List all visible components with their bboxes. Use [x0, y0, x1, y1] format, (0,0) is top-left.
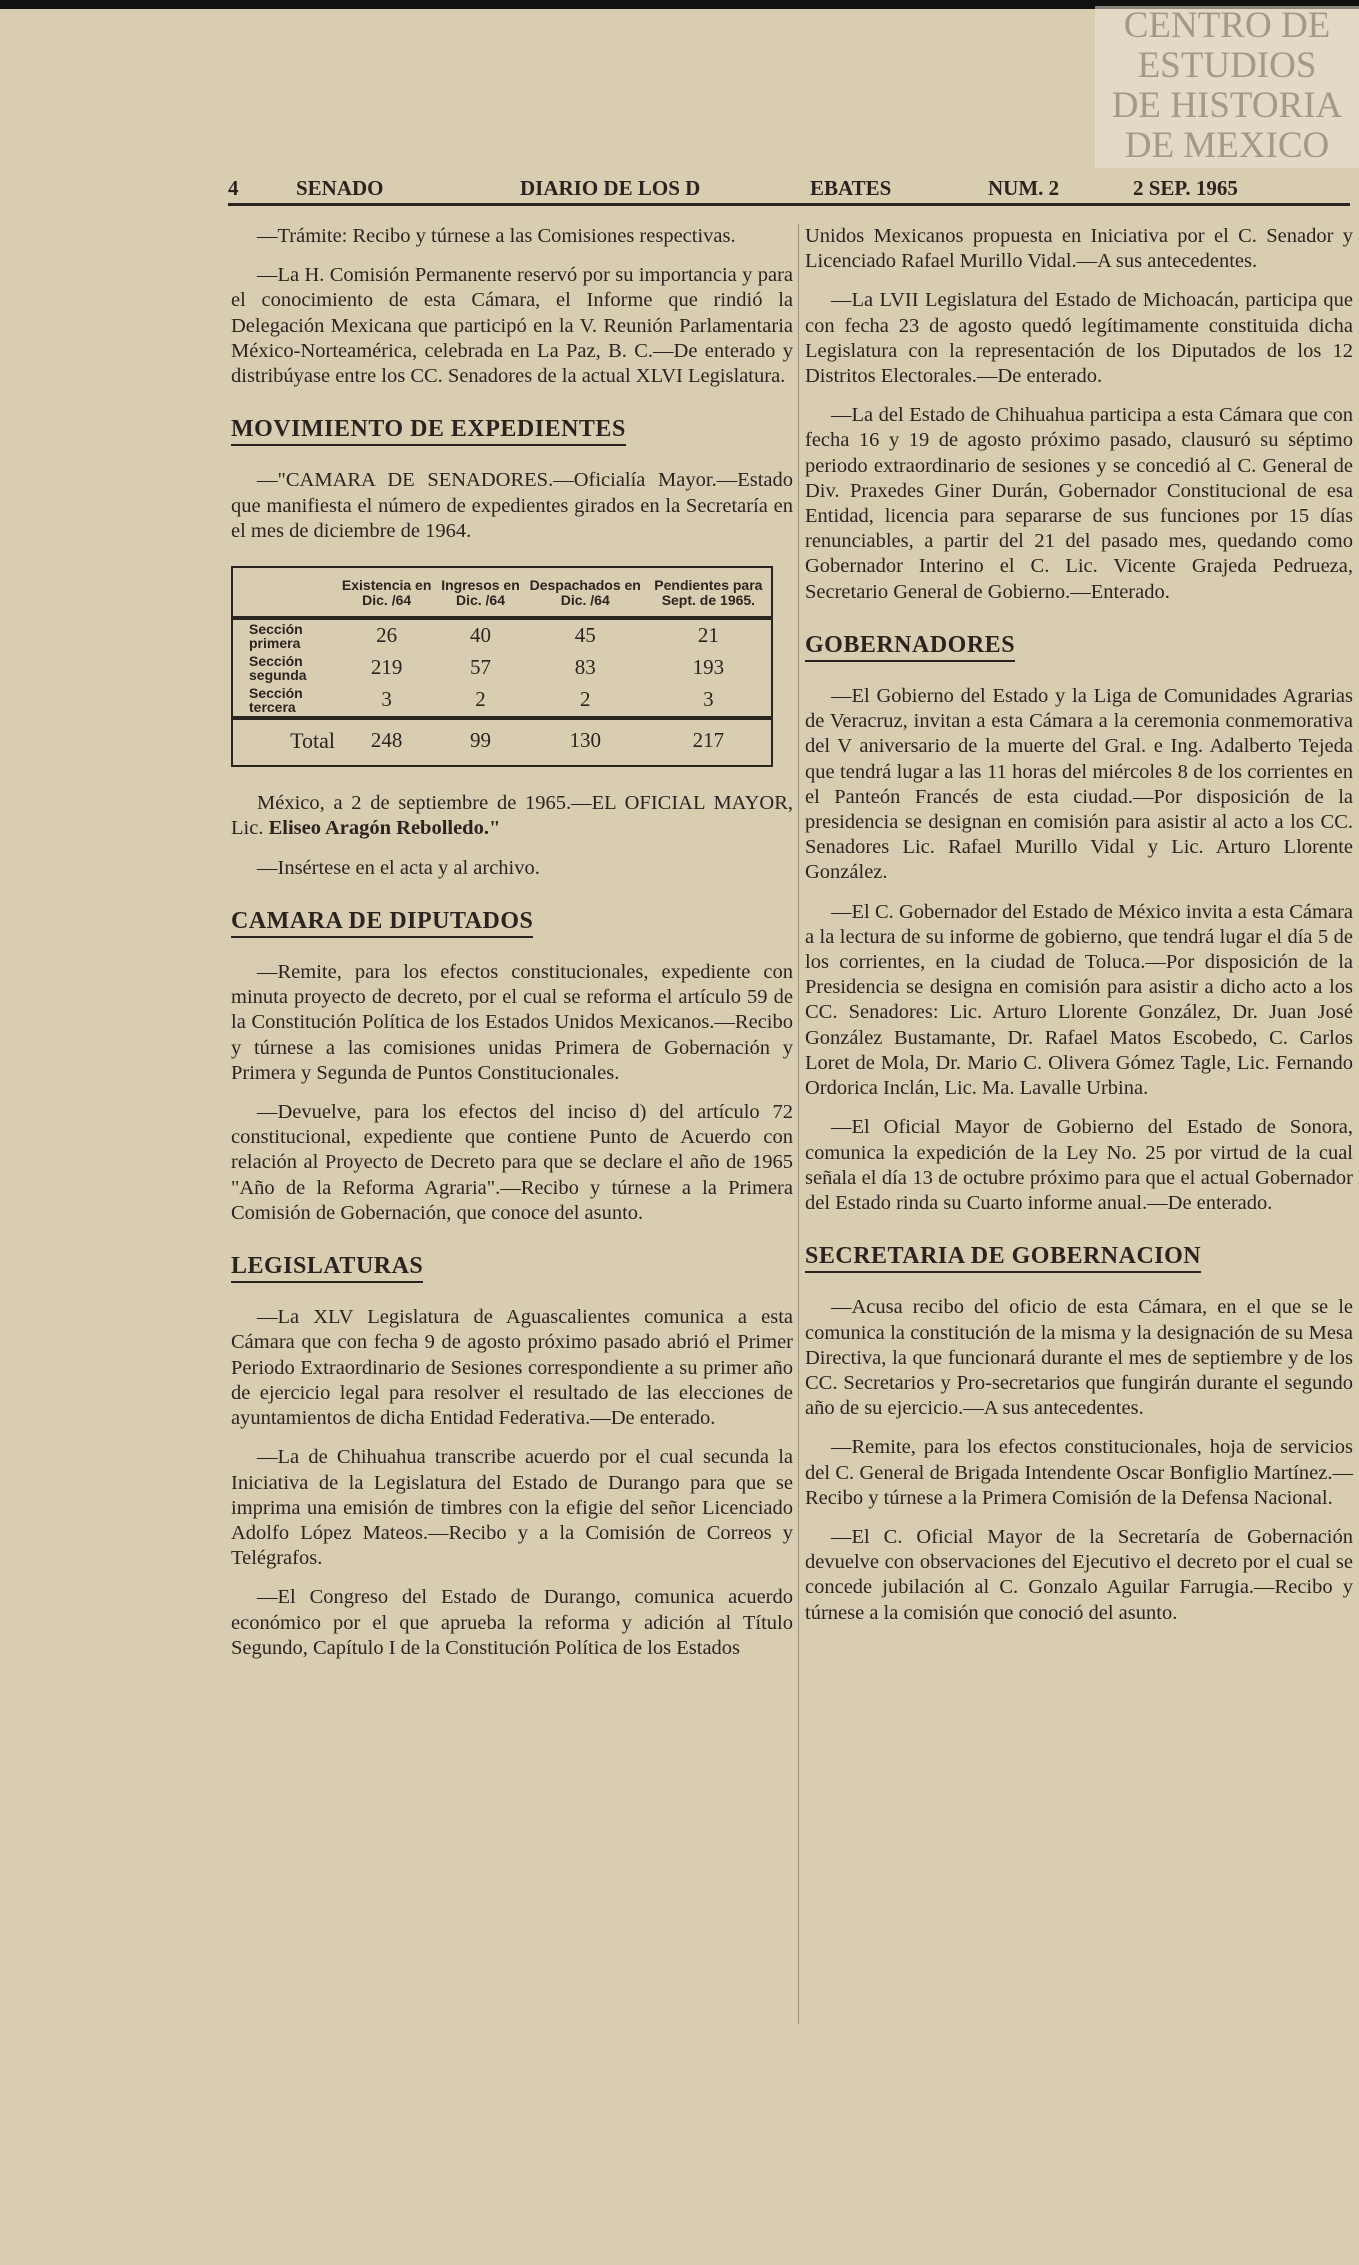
- cell: 3: [381, 687, 392, 712]
- page-header: [228, 176, 1350, 202]
- signature-text: México, a 2 de septiembre de 1965.—EL OFICIAL MAYOR, Lic.: [231, 792, 793, 840]
- total-label: Total: [232, 718, 337, 766]
- table-header-row: [232, 567, 772, 618]
- paragraph: —La LVII Legislatura del Estado de Michoacán, participa que con fecha 23 de agosto quedó legítimamente constituida dicha Legislatura con la representación de los Diputados de los 12 Distritos Electorales.—De enterado.: [805, 289, 1353, 388]
- section-name: SENADO: [296, 176, 384, 200]
- column-header: Despachados en Dic. /64: [525, 567, 646, 618]
- left-column: [231, 224, 793, 1675]
- paragraph: [231, 791, 793, 841]
- archive-watermark: [1095, 6, 1359, 168]
- section-heading: GOBERNADORES: [805, 633, 1015, 662]
- paragraph: —El Oficial Mayor de Gobierno del Estado de Sonora, comunica la expedición de la Ley No. 25 por virtud de la cual señala el día 13 de octubre próximo para que el actual Gobernador del Estado rinda su Cuarto informe anual.—De enterado.: [805, 1116, 1353, 1214]
- table-row: [232, 618, 772, 652]
- issue-date: 2 SEP. 1965: [1133, 176, 1238, 200]
- cell: 99: [436, 718, 524, 766]
- cell: 83: [574, 655, 596, 680]
- cell: 26: [376, 623, 398, 648]
- cell: 3: [703, 687, 714, 712]
- cell: 57: [469, 655, 491, 680]
- paragraph: —La del Estado de Chihuahua participa a esta Cámara que con fecha 16 y 19 de agosto próximo pasado, clausuró su séptimo periodo extraordinario de sesiones y se concedió al C. General de Div. Praxedes Giner Durán, Gobernador Constitucional de esa Entidad, licencia para separarse de sus funciones por 15 días renunciables, a partir del 21 del pasado mes, quedando como Gobernador Interino el C. Lic. Vicente Grajeda Pedrueza, Secretario General de Gobierno.—Enterado.: [805, 404, 1353, 603]
- cell: 40: [469, 623, 491, 648]
- page-number: 4: [228, 176, 239, 200]
- total-row: [232, 718, 772, 766]
- cell: 248: [337, 718, 436, 766]
- paragraph: —Insértese en el acta y al archivo.: [257, 856, 540, 879]
- cell: 193: [692, 655, 725, 680]
- column-header: Pendientes para Sept. de 1965.: [646, 567, 772, 618]
- paragraph: —Devuelve, para los efectos del inciso d) del artículo 72 constitucional, expediente que contiene Punto de Acuerdo con relación al Proyecto de Decreto para que se declare el año de 1965 "Año de la Reforma Agraria".—Recibo y túrnese a la Primera Comisión de Gobernación, que conoce del asunto.: [231, 1101, 793, 1224]
- paragraph: —El C. Oficial Mayor de la Secretaría de Gobernación devuelve con observaciones del Ejecutivo el decreto por el cual se concede jubilación al C. Gonzalo Aguilar Farrugia.—Recibo y túrnese a la comisión que conoció del asunto.: [805, 1525, 1353, 1624]
- table-row: [232, 652, 772, 684]
- right-column: [805, 224, 1353, 1640]
- table-corner: [232, 567, 337, 618]
- watermark-line: ESTUDIOS: [1137, 45, 1317, 86]
- column-divider: [798, 224, 799, 2024]
- signatory-name: Eliseo Aragón Rebolledo.": [268, 817, 501, 840]
- expedientes-table: [231, 566, 773, 767]
- cell: 2: [579, 687, 591, 712]
- paragraph: —Remite, para los efectos constitucionales, hoja de servicios del C. General de Brigada Intendente Oscar Bonfiglio Martínez.—Recibo y túrnese a la Primera Comisión de la Defensa Nacional.: [805, 1436, 1353, 1509]
- cell: 219: [370, 655, 403, 680]
- paragraph: —Acusa recibo del oficio de esta Cámara, en el que se le comunica la constitución de la misma y la designación de su Mesa Directiva, la que funcionará durante el mes de septiembre y de los CC. Secretarios y Pro-secretarios que fungirán durante el segundo año de su ejercicio.—A sus antecedentes.: [805, 1296, 1353, 1420]
- cell: 2: [475, 687, 486, 712]
- section-heading: MOVIMIENTO DE EXPEDIENTES: [231, 417, 626, 446]
- cell: 21: [697, 623, 719, 648]
- section-heading: SECRETARIA DE GOBERNACION: [805, 1244, 1201, 1273]
- publication-title-b: EBATES: [810, 176, 892, 200]
- paragraph: —"CAMARA DE SENADORES.—Oficialía Mayor.—Estado que manifiesta el número de expedientes girados en la Secretaría en el mes de diciembre de 1964.: [231, 469, 793, 542]
- cell: 217: [646, 718, 772, 766]
- header-rule: [228, 203, 1350, 206]
- table-row: [232, 684, 772, 718]
- section-heading: CAMARA DE DIPUTADOS: [231, 909, 533, 938]
- paragraph: —El Congreso del Estado de Durango, comunica acuerdo económico por el que aprueba la reforma y adición al Título Segundo, Capítulo I de la Constitución Política de los Estados: [231, 1586, 793, 1659]
- cell: 45: [574, 623, 596, 648]
- paragraph: Unidos Mexicanos propuesta en Iniciativa por el C. Senador y Licenciado Rafael Murillo Vidal.—A sus antecedentes.: [805, 225, 1353, 273]
- publication-title-a: DIARIO DE LOS D: [520, 176, 701, 200]
- paragraph: —El C. Gobernador del Estado de México invita a esta Cámara a la lectura de su informe de gobierno, que tendrá lugar el día 5 de los corrientes, en la ciudad de Toluca.—Por disposición de la Presidencia se designa en comisión para asistir a dicho acto a los CC. Senadores: Lic. Arturo Llorente González, Dr. Juan José González Bustamante, Dr. Rafael Matos Escobedo, C. Carlos Loret de Mola, Dr. Mario C. Olivera Gómez Tagle, Lic. Fernando Ordorica Inclán, Lic. Ma. Lavalle Urbina.: [805, 900, 1353, 1100]
- watermark-line: DE HISTORIA: [1111, 85, 1343, 126]
- row-label: Sección primera: [249, 621, 303, 652]
- cell: 130: [525, 718, 646, 766]
- paragraph: —La de Chihuahua transcribe acuerdo por el cual secunda la Iniciativa de la Legislatura del Estado de Durango para que se imprima una emisión de timbres con la efigie del señor Licenciado Adolfo López Mateos.—Recibo y a la Comisión de Correos y Telégrafos.: [231, 1446, 793, 1570]
- paragraph: —Trámite: Recibo y túrnese a las Comisiones respectivas.: [257, 225, 736, 247]
- row-label: Sección segunda: [249, 653, 307, 684]
- column-header: Existencia en Dic. /64: [337, 567, 436, 618]
- paragraph: —La H. Comisión Permanente reservó por su importancia y para el conocimiento de esta Cámara, el Informe que rindió la Delegación Mexicana que participó en la V. Reunión Parlamentaria México-Norteamérica, celebrada en La Paz, B. C.—De enterado y distribúyase entre los CC. Senadores de la actual XLVI Legislatura.: [231, 264, 793, 388]
- paragraph: —La XLV Legislatura de Aguascalientes comunica a esta Cámara que con fecha 9 de agosto próximo pasado abrió el Primer Periodo Extraordinario de Sesiones correspondiente a su primer año de ejercicio legal para resolver el resultado de las elecciones de ayuntamientos de dicha Entidad Federativa.—De enterado.: [231, 1306, 793, 1430]
- section-heading: LEGISLATURAS: [231, 1254, 423, 1283]
- row-label: Sección tercera: [249, 685, 303, 716]
- paragraph: —El Gobierno del Estado y la Liga de Comunidades Agrarias de Veracruz, invitan a esta Cámara a la ceremonia conmemorativa del V aniversario de la muerte del Gral. e Ing. Adalberto Tejeda que tendrá lugar a las 11 horas del miércoles 8 de los corrientes en el Panteón Francés de esta ciudad.—Por disposición de la presidencia se designan en comisión para asistir al acto a los CC. Senadores Lic. Rafael Murillo Vidal y Lic. Arturo Llorente González.: [805, 685, 1353, 884]
- watermark-line: DE MEXICO: [1124, 125, 1330, 166]
- issue-number: NUM. 2: [988, 176, 1060, 200]
- paragraph: —Remite, para los efectos constitucionales, expediente con minuta proyecto de decreto, por el cual se reforma el artículo 59 de la Constitución Política de los Estados Unidos Mexicanos.—Recibo y túrnese a las comisiones unidas Primera de Gobernación y Primera y Segunda de Puntos Constitucionales.: [231, 961, 793, 1084]
- column-header: Ingresos en Dic. /64: [436, 567, 524, 618]
- watermark-line: CENTRO DE: [1123, 5, 1331, 46]
